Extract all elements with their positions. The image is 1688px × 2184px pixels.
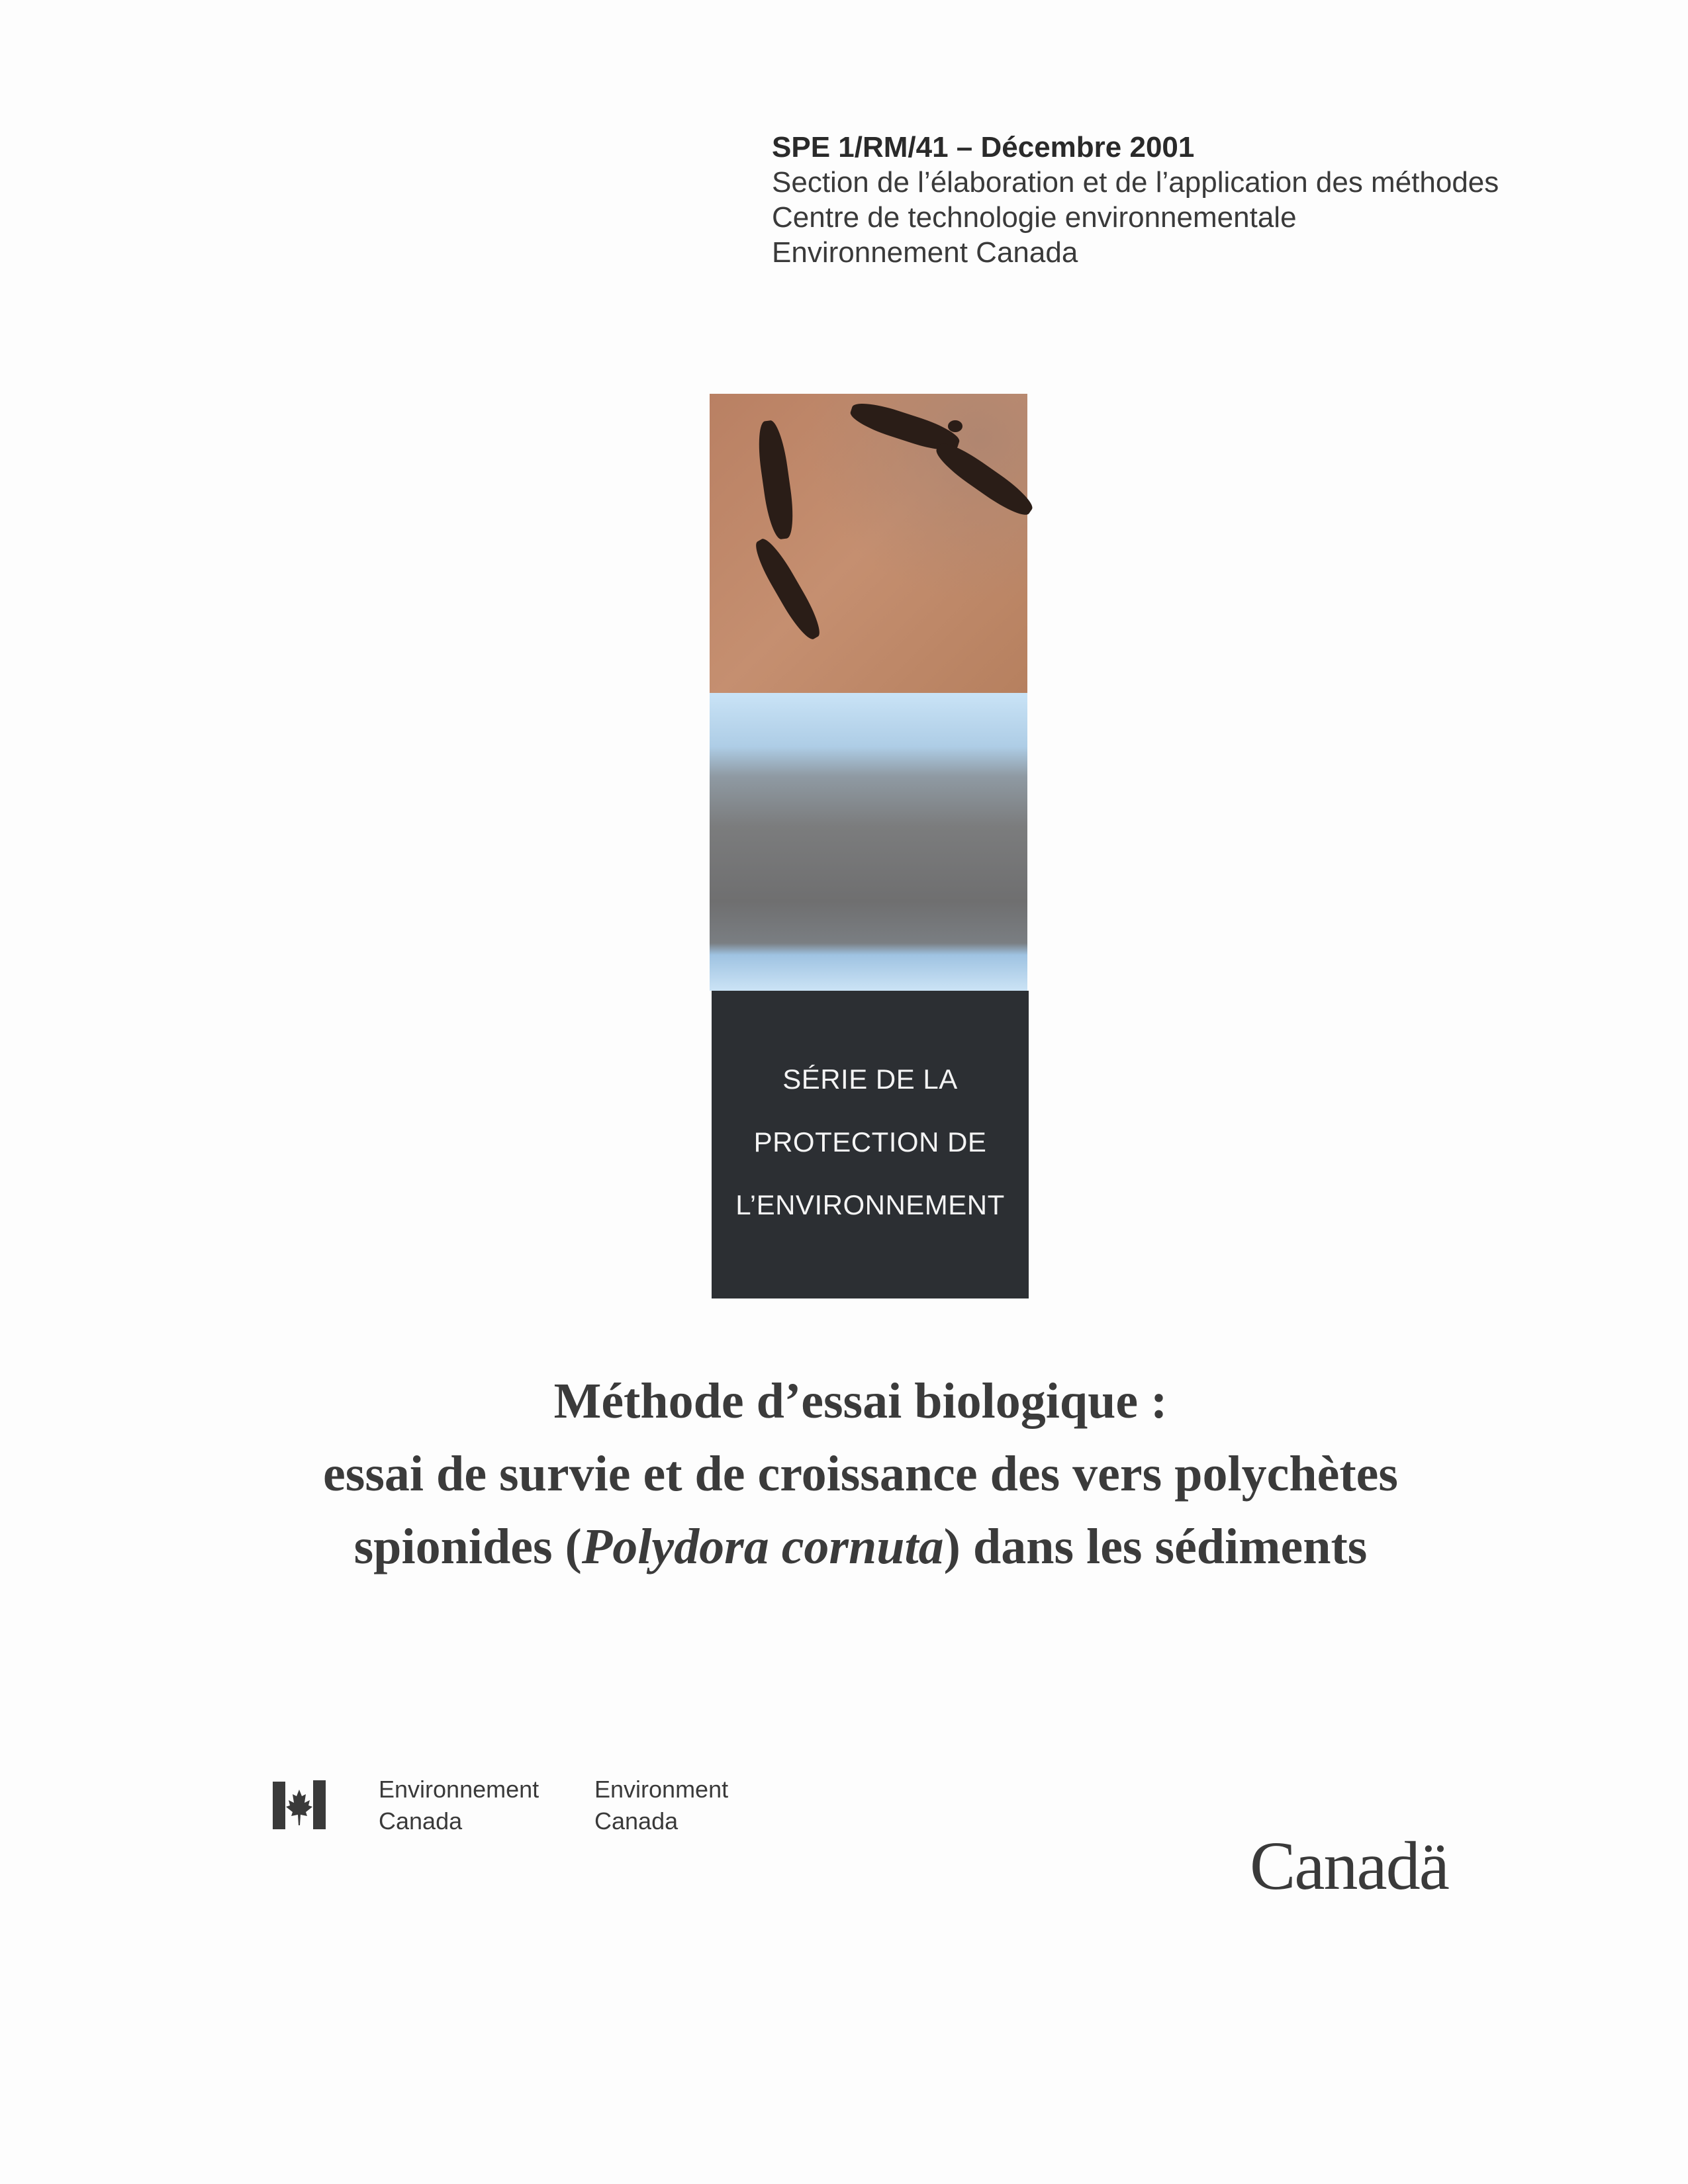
en-dept-label: Environment (594, 1776, 729, 1803)
department-signature-en (594, 1774, 728, 1837)
department-signature-fr (379, 1774, 539, 1837)
department-name: Environnement Canada (772, 236, 1078, 269)
title-line-3 (199, 1510, 1523, 1583)
report-header (772, 130, 1499, 270)
polychaete-worms-photo (710, 394, 1027, 693)
centre-name: Centre de technologie environnementale (772, 201, 1297, 234)
species-name: Polydora cornuta (581, 1519, 944, 1574)
title-line-3-post: ) dans les sédiments (943, 1519, 1368, 1574)
fr-dept-label: Environnement (379, 1776, 539, 1803)
series-line-3: L’ENVIRONNEMENT (735, 1189, 1005, 1220)
title-line-1: Méthode d’essai biologique : (553, 1373, 1168, 1429)
en-country-label: Canada (594, 1807, 679, 1835)
series-banner (712, 991, 1029, 1298)
series-line-2: PROTECTION DE (753, 1126, 987, 1158)
canada-wordmark: Canadä (1250, 1828, 1448, 1904)
document-title (199, 1365, 1523, 1583)
section-name: Section de l’élaboration et de l’application des méthodes (772, 166, 1499, 199)
fr-country-label: Canada (379, 1807, 463, 1835)
series-line-1: SÉRIE DE LA (782, 1064, 958, 1095)
report-id: SPE 1/RM/41 – Décembre 2001 (772, 131, 1195, 163)
sediment-sample-photo (710, 693, 1027, 991)
title-line-2: essai de survie et de croissance des vers polychètes (323, 1446, 1398, 1502)
canada-flag-icon (273, 1780, 326, 1831)
title-line-3-pre: spionides ( (353, 1519, 582, 1574)
